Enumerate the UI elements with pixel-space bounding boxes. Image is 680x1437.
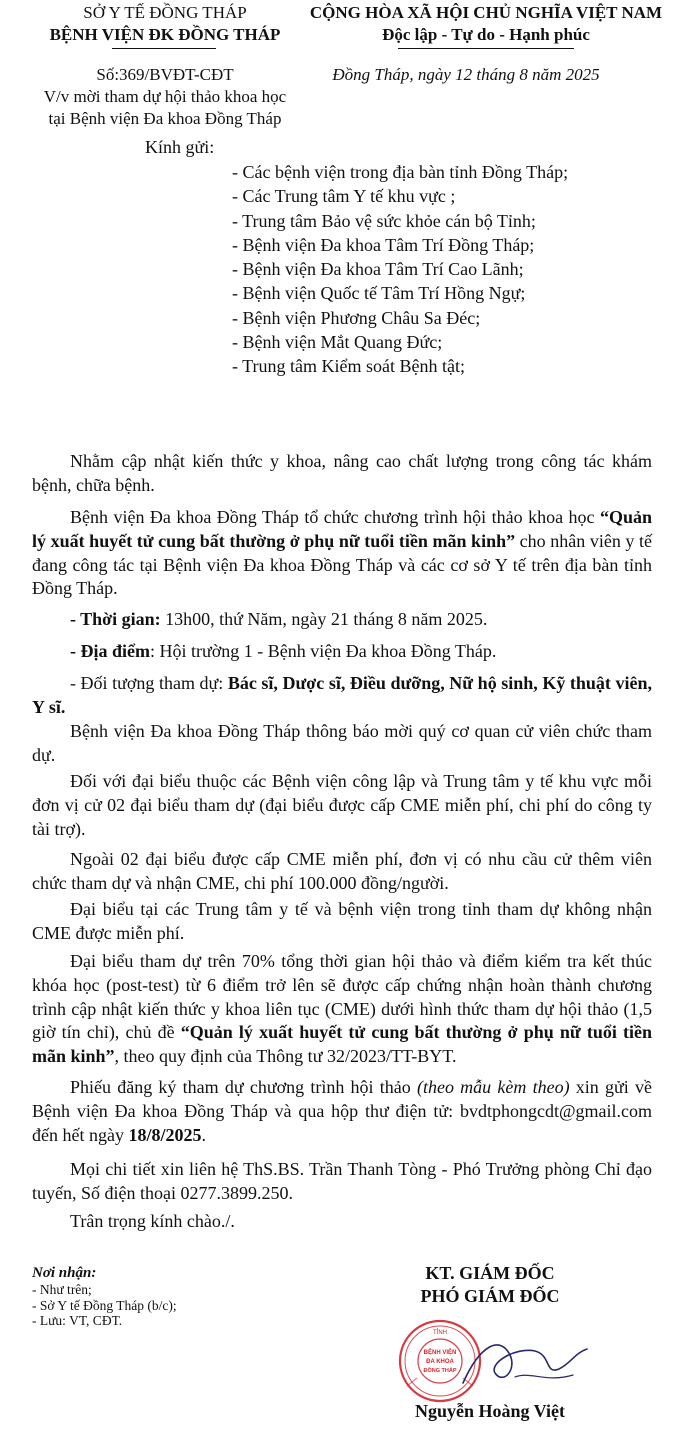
paragraph-extra-fee: Ngoài 02 đại biểu được cấp CME miễn phí, đơn vị có nhu cầu cử thêm viên chức tham dự và nhận CME, chi phí 100.000 đồng/người.	[32, 849, 652, 893]
distribution-item: - Lưu: VT, CĐT.	[32, 1313, 123, 1328]
handwritten-signature	[455, 1325, 595, 1400]
place-label: - Địa điểm	[70, 641, 150, 661]
greeting: Kính gửi:	[145, 137, 215, 157]
recipient-item: - Các Trung tâm Y tế khu vực ;	[232, 186, 456, 207]
registration-text-mid: xin gửi về Bệnh viện Đa khoa Đồng Tháp và qua hộp thư điện tử: bvdtphongcdt@gmail.com đến hết ngày	[32, 1077, 652, 1145]
paragraph-certificate	[32, 950, 652, 1069]
certificate-text-end: , theo quy định của Thông tư 32/2023/TT-BYT.	[114, 1046, 457, 1067]
distribution-label: Nơi nhận:	[32, 1265, 97, 1281]
signature-title	[390, 1262, 590, 1308]
paragraph-contact: Mọi chi tiết xin liên hệ ThS.BS. Trần Thanh Tòng - Phó Trưởng phòng Chỉ đạo tuyến, Số điện thoại 0277.3899.250.	[32, 1159, 652, 1203]
closing-line: Trân trọng kính chào./.	[70, 1211, 235, 1231]
document-number: Số:369/BVĐT-CĐT	[96, 65, 234, 84]
paragraph-quota: Đối với đại biểu thuộc các Bệnh viện công lập và Trung tâm y tế khu vực mỗi đơn vị cử 02 đại biểu tham dự (đại biểu được cấp CME miễn phí, chi phí do công ty tài trợ).	[32, 771, 652, 839]
recipient-item: - Bệnh viện Đa khoa Tâm Trí Cao Lãnh;	[232, 259, 524, 280]
agency-name: SỞ Y TẾ ĐỒNG THÁP	[83, 3, 247, 22]
recipient-item: - Bệnh viện Đa khoa Tâm Trí Đồng Tháp;	[232, 234, 535, 255]
svg-text:ĐA KHOA: ĐA KHOA	[426, 1359, 454, 1365]
announcement-text-end: cho nhân viên y tế đang công tác tại Bệnh viện Đa khoa Đồng Tháp và các cơ sở Y tế trên địa bàn tỉnh Đồng Tháp.	[32, 530, 652, 599]
paragraph-registration	[32, 1076, 652, 1147]
nation-name: CỘNG HÒA XÃ HỘI CHỦ NGHĨA VIỆT NAM	[309, 3, 663, 22]
signer-name: Nguyễn Hoàng Việt	[414, 1401, 565, 1421]
paragraph-invitation: Bệnh viện Đa khoa Đồng Tháp thông báo mời quý cơ quan cử viên chức tham dự.	[32, 721, 652, 765]
motto-underline	[398, 48, 574, 49]
svg-text:BỆNH VIỆN: BỆNH VIỆN	[423, 1350, 457, 1356]
paragraph-free: Đại biểu tại các Trung tâm y tế và bệnh viện trong tỉnh tham dự không nhận CME được miễn phí.	[32, 899, 652, 943]
recipient-item: - Các bệnh viện trong địa bàn tỉnh Đồng Tháp;	[232, 162, 569, 182]
hospital-name: BỆNH VIỆN ĐK ĐỒNG THÁP	[49, 25, 281, 44]
svg-text:ĐỒNG THÁP: ĐỒNG THÁP	[423, 1368, 457, 1374]
recipient-item: - Bệnh viện Mắt Quang Đức;	[232, 332, 443, 353]
seminar-title: “Quản lý xuất huyết tử cung bất thường ở phụ nữ tuổi tiền mãn kinh”	[32, 507, 652, 551]
registration-note: (theo mẫu kèm theo)	[416, 1077, 570, 1097]
signature-line-1: KT. GIÁM ĐỐC	[425, 1263, 555, 1283]
distribution-list	[32, 1264, 177, 1329]
paragraph-audience	[32, 672, 652, 720]
recipient-list	[232, 160, 568, 379]
paragraph-purpose: Nhằm cập nhật kiến thức y khoa, nâng cao chất lượng trong công tác khám bệnh, chữa bệnh.	[32, 451, 652, 495]
issuer-underline	[112, 48, 216, 49]
registration-deadline: 18/8/2025	[128, 1124, 202, 1145]
issue-date: Đồng Tháp, ngày 12 tháng 8 năm 2025	[332, 65, 600, 84]
certificate-topic: “Quản lý xuất huyết tử cung bất thường ở phụ nữ tuổi tiền mãn kinh”	[32, 1022, 653, 1067]
distribution-item: - Sở Y tế Đồng Tháp (b/c);	[32, 1297, 177, 1313]
audience-label: - Đối tượng tham dự:	[70, 673, 228, 693]
national-heading	[292, 0, 680, 46]
place-value: : Hội trường 1 - Bệnh viện Đa khoa Đồng Tháp.	[150, 641, 497, 661]
time-label: - Thời gian:	[70, 609, 161, 629]
audience-value: Bác sĩ, Dược sĩ, Điều dưỡng, Nữ hộ sinh, Kỹ thuật viên, Y sĩ.	[32, 673, 652, 717]
paragraph-place	[32, 640, 652, 664]
recipient-item: - Trung tâm Kiểm soát Bệnh tật;	[232, 356, 465, 377]
paragraph-announcement	[32, 506, 652, 601]
time-value: 13h00, thứ Năm, ngày 21 tháng 8 năm 2025.	[160, 609, 488, 629]
issuer-block	[0, 0, 330, 46]
signature-line-2: PHÓ GIÁM ĐỐC	[420, 1286, 560, 1306]
stamp-top-text: TỈNH	[433, 1330, 447, 1336]
certificate-text: Đại biểu tham dự trên 70% tổng thời gian hội thảo và điểm kiểm tra kết thúc khóa học (post-test) từ 6 điểm trở lên sẽ được cấp chứng nhận hoàn thành chương trình cập nhật kiến thức y khoa liên tục (CME) dưới hình thức tham dự hội thảo (1,5 giờ tín chỉ), chủ đề	[32, 951, 652, 1043]
recipient-item: - Trung tâm Bảo vệ sức khỏe cán bộ Tỉnh;	[232, 210, 536, 231]
registration-text-end: .	[201, 1124, 206, 1145]
national-motto: Độc lập - Tự do - Hạnh phúc	[382, 25, 590, 44]
subject-line-2: tại Bệnh viện Đa khoa Đồng Tháp	[48, 109, 282, 128]
registration-text: Phiếu đăng ký tham dự chương trình hội thảo	[70, 1077, 417, 1097]
subject-line-1: V/v mời tham dự hội thảo khoa học	[43, 87, 287, 106]
recipient-item: - Bệnh viện Quốc tế Tâm Trí Hồng Ngự;	[232, 283, 526, 304]
recipient-item: - Bệnh viện Phương Châu Sa Đéc;	[232, 307, 481, 328]
paragraph-time	[32, 608, 652, 632]
announcement-text: Bệnh viện Đa khoa Đồng Tháp tổ chức chương trình hội thảo khoa học	[70, 507, 600, 527]
distribution-item: - Như trên;	[32, 1282, 92, 1297]
